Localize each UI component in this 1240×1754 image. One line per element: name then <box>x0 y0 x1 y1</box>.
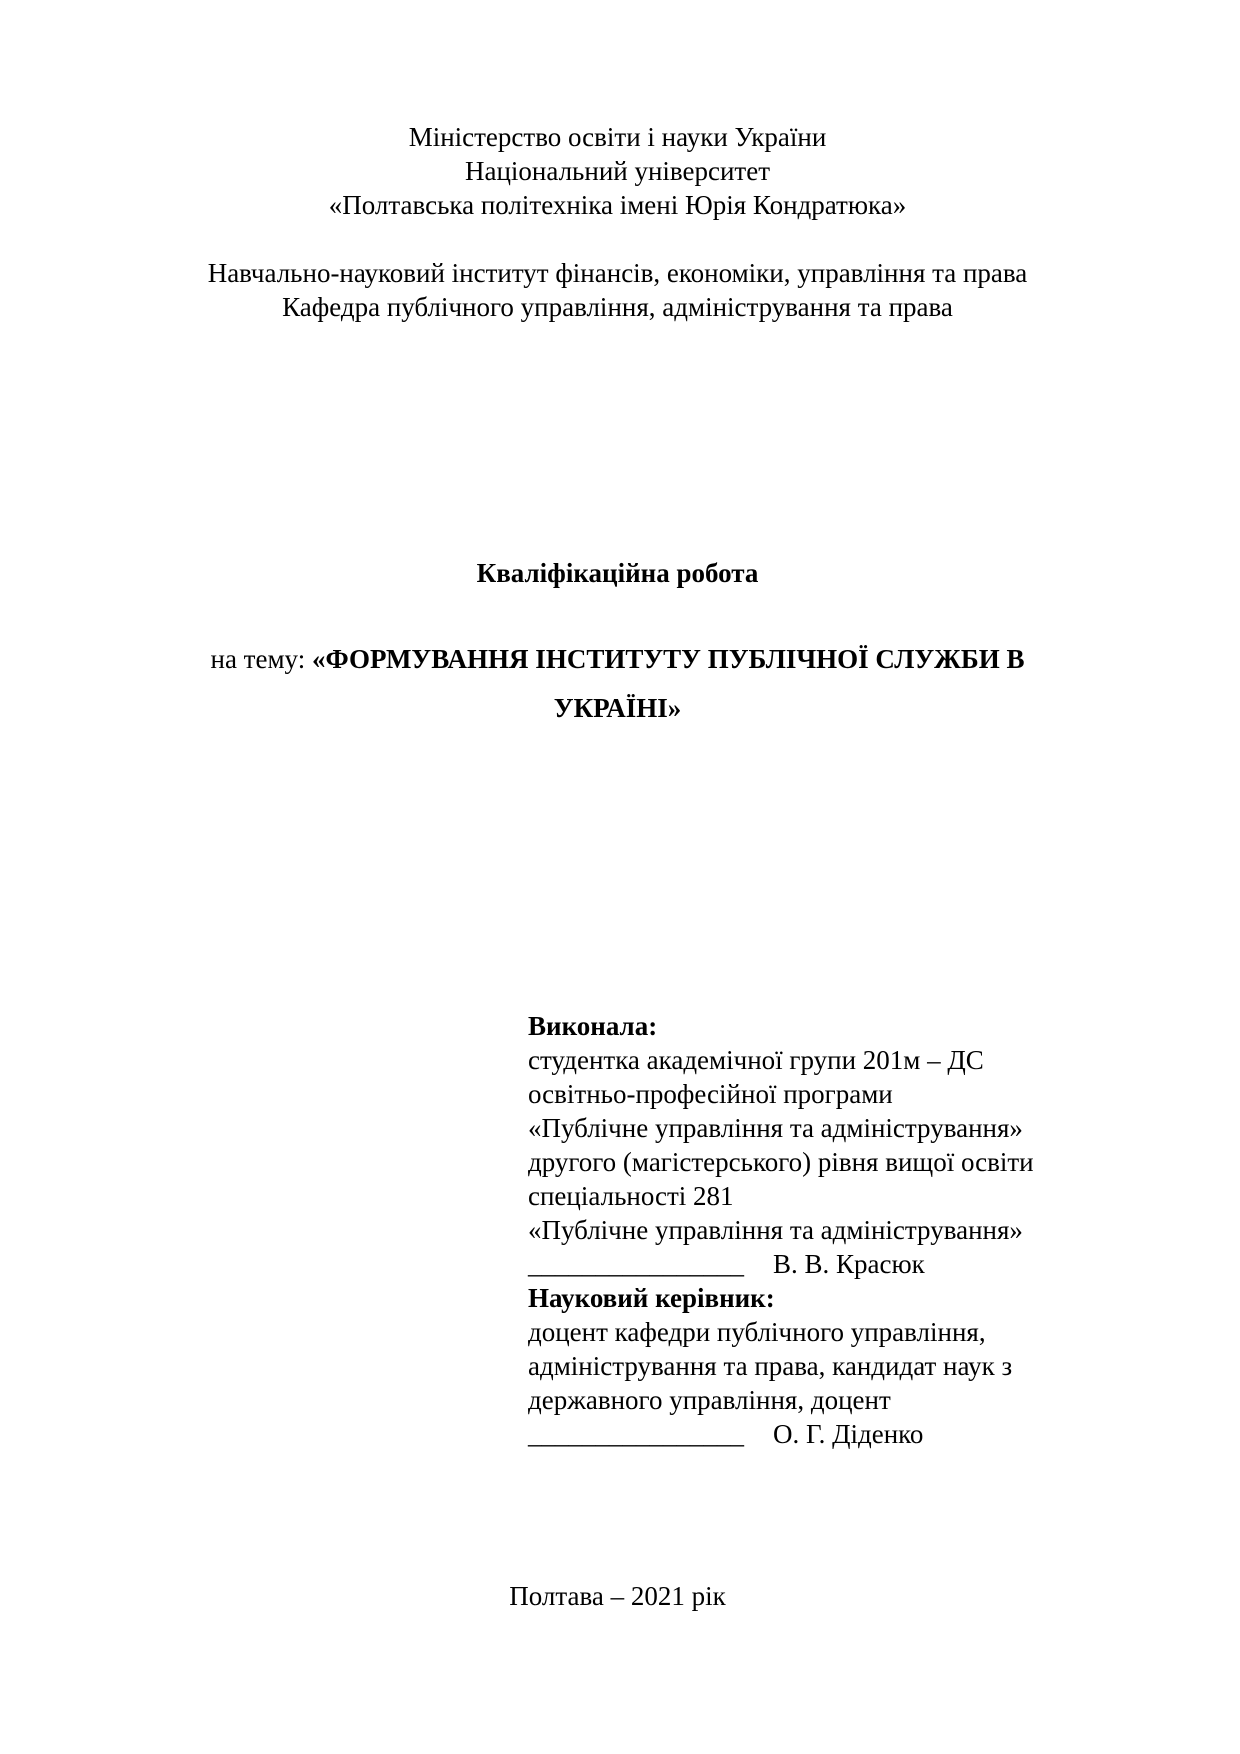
institute-line: Навчально-науковий інститут фінансів, економіки, управління та права <box>207 258 1028 288</box>
credits-block <box>528 1009 1034 1451</box>
author-line-3: «Публічне управління та адміністрування» <box>528 1113 1023 1143</box>
supervisor-signature-blank: ________________ <box>528 1419 744 1449</box>
author-signature-line <box>528 1247 1034 1281</box>
topic-title-line1: «ФОРМУВАННЯ ІНСТИТУТУ ПУБЛІЧНОЇ СЛУЖБИ В <box>311 644 1025 674</box>
author-signature-blank: ________________ <box>528 1249 744 1279</box>
author-line-1: студентка академічної групи 201м – ДС <box>528 1045 984 1075</box>
university-name-line: «Полтавська політехніка імені Юрія Кондратюка» <box>328 190 907 220</box>
ministry-line: Міністерство освіти і науки України <box>408 122 827 152</box>
department-line: Кафедра публічного управління, адміністрування та права <box>282 292 953 322</box>
supervisor-signature-line <box>528 1417 1034 1451</box>
author-signature-name: В. В. Красюк <box>773 1249 925 1279</box>
author-line-6: «Публічне управління та адміністрування» <box>528 1215 1023 1245</box>
topic-prefix: на тему: <box>210 644 312 674</box>
author-line-2: освітньо-професійної програми <box>528 1079 893 1109</box>
supervisor-heading: Науковий керівник: <box>528 1283 775 1313</box>
footer-city-year: Полтава – 2021 рік <box>509 1581 726 1611</box>
university-line: Національний університет <box>464 156 771 186</box>
topic-title-line2: УКРАЇНІ» <box>553 693 682 723</box>
supervisor-signature-name: О. Г. Діденко <box>773 1419 924 1449</box>
blank-line <box>160 222 1075 256</box>
supervisor-line-2: адміністрування та права, кандидат наук з <box>528 1351 1013 1381</box>
supervisor-line-3: державного управління, доцент <box>528 1385 891 1415</box>
supervisor-line-1: доцент кафедри публічного управління, <box>528 1317 986 1347</box>
author-line-4: другого (магістерського) рівня вищої освіти <box>528 1147 1034 1177</box>
document-header <box>160 120 1075 324</box>
work-topic <box>160 635 1075 733</box>
author-heading: Виконала: <box>528 1011 658 1041</box>
work-type-title: Кваліфікаційна робота <box>476 558 759 588</box>
author-line-5: спеціальності 281 <box>528 1181 734 1211</box>
